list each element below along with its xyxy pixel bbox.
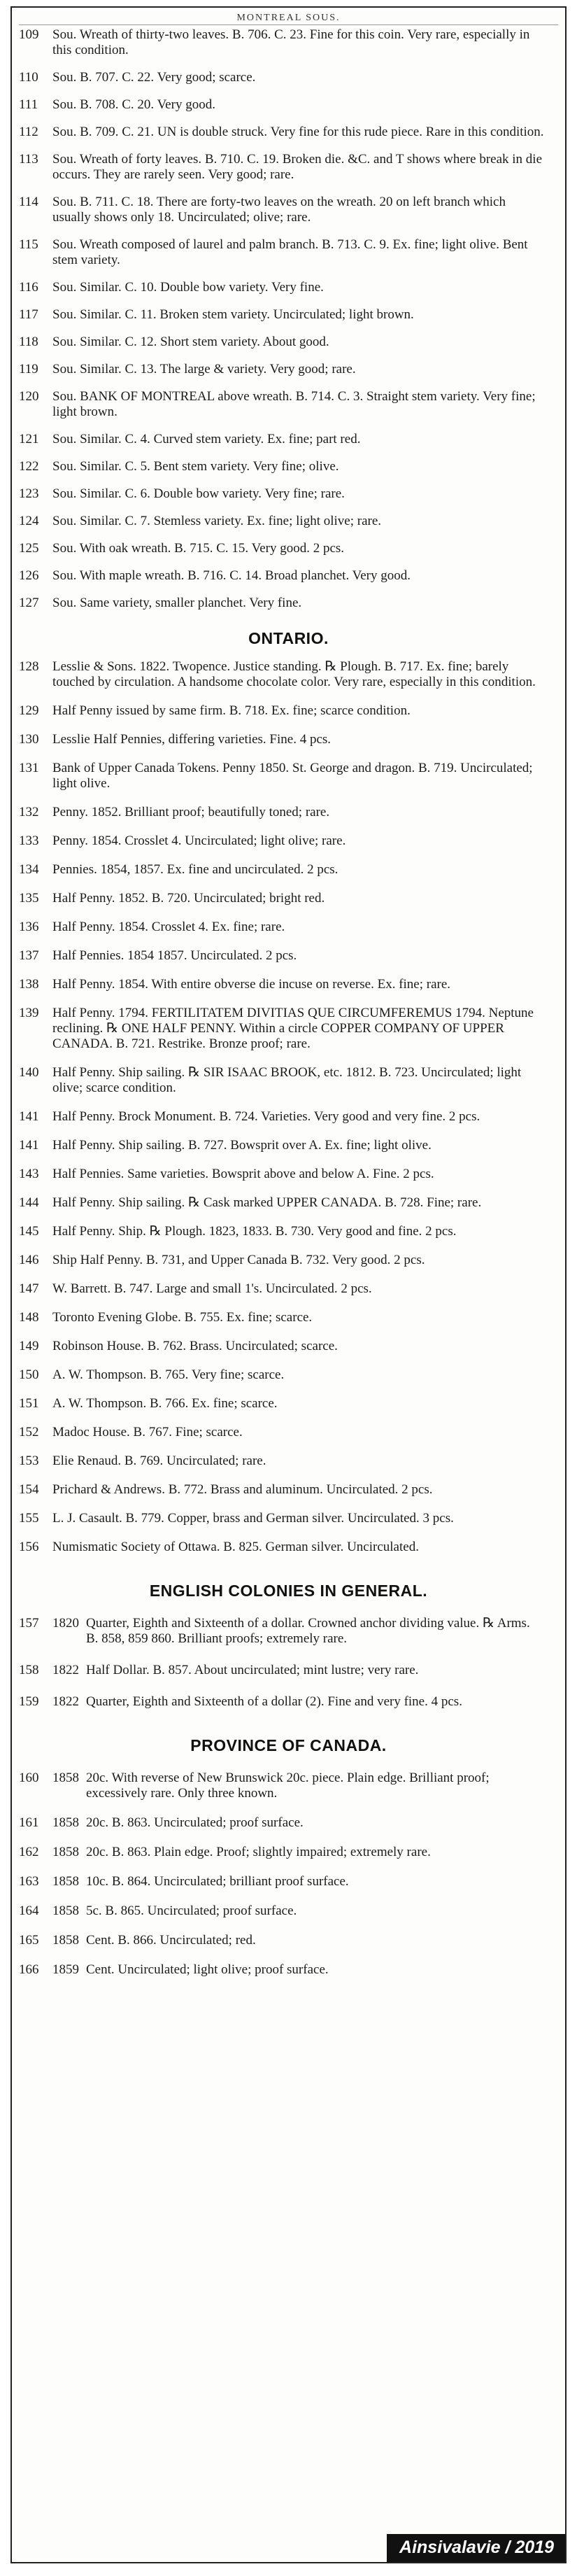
lot-description: Elie Renaud. B. 769. Uncirculated; rare. xyxy=(52,1454,266,1468)
lot-entry xyxy=(19,1281,544,1297)
lot-year: 1859 xyxy=(52,1962,79,1977)
province-of-canada-heading: PROVINCE OF CANADA. xyxy=(190,1736,387,1754)
lot-number: 163 xyxy=(19,1874,39,1889)
lot-number: 162 xyxy=(19,1845,39,1859)
lot-description: Half Penny. 1854. Crosslet 4. Ex. fine; rare. xyxy=(52,920,285,934)
lot-year: 1858 xyxy=(52,1845,79,1859)
lot-number: 112 xyxy=(19,125,38,139)
lot-number: 124 xyxy=(19,514,39,528)
lot-entry xyxy=(19,432,544,447)
lot-year: 1858 xyxy=(52,1903,79,1918)
lot-description: Bank of Upper Canada Tokens. Penny 1850. St. George and dragon. B. 719. Uncirculated; light olive. xyxy=(52,761,533,791)
lot-description: Half Penny. Ship sailing. ℞ Cask marked UPPER CANADA. B. 728. Fine; rare. xyxy=(52,1195,482,1210)
lot-description xyxy=(52,1962,544,1978)
lot-description xyxy=(52,1771,544,1801)
lot-description: Sou. Similar. C. 10. Double bow variety. Very fine. xyxy=(52,280,324,295)
lot-number: 158 xyxy=(19,1663,39,1677)
lot-number: 128 xyxy=(19,659,39,674)
lot-number: 116 xyxy=(19,280,38,295)
ontario-section xyxy=(12,659,565,1555)
lot-entry xyxy=(19,1933,544,1948)
lot-description: Penny. 1854. Crosslet 4. Uncirculated; light olive; rare. xyxy=(52,833,346,848)
english-colonies-section xyxy=(12,1616,565,1710)
lot-description xyxy=(52,1616,544,1647)
lot-entry xyxy=(19,805,544,820)
lot-number: 110 xyxy=(19,70,38,85)
lot-entry xyxy=(19,1396,544,1412)
lot-year: 1858 xyxy=(52,1874,79,1889)
lot-number: 137 xyxy=(19,948,39,963)
lot-number: 141 xyxy=(19,1109,39,1124)
lot-entry xyxy=(19,1903,544,1919)
lot-description xyxy=(52,1845,544,1860)
lot-number: 121 xyxy=(19,432,39,446)
lot-number: 109 xyxy=(19,27,39,42)
lot-description: Sou. With maple wreath. B. 716. C. 14. Broad planchet. Very good. xyxy=(52,568,411,583)
lot-entry xyxy=(19,335,544,350)
lot-entry xyxy=(19,1006,544,1052)
lot-entry xyxy=(19,977,544,992)
lot-year: 1822 xyxy=(52,1663,79,1677)
lot-entry xyxy=(19,1138,544,1153)
lot-entry xyxy=(19,1367,544,1383)
lot-entry xyxy=(19,833,544,849)
lot-description: Half Penny. Ship sailing. ℞ SIR ISAAC BROOK, etc. 1812. B. 723. Uncirculated; light olive; scarce condition. xyxy=(52,1065,522,1095)
lot-entry xyxy=(19,1425,544,1440)
lot-entry xyxy=(19,1454,544,1469)
lot-year: 1858 xyxy=(52,1933,79,1948)
lot-entry xyxy=(19,1339,544,1354)
lot-description xyxy=(52,1694,544,1710)
lot-number: 122 xyxy=(19,459,39,474)
lot-entry xyxy=(19,1253,544,1268)
lot-description: Sou. Similar. C. 11. Broken stem variety. Uncirculated; light brown. xyxy=(52,307,414,322)
lot-entry xyxy=(19,307,544,323)
lot-number: 135 xyxy=(19,891,39,906)
lot-entry xyxy=(19,761,544,791)
lot-number: 145 xyxy=(19,1224,39,1239)
lot-number: 115 xyxy=(19,237,38,252)
lot-text: Quarter, Eighth and Sixteenth of a dollar. Crowned anchor dividing value. ℞ Arms. B. 858, 859 860. Brilliant proofs; extremely rare. xyxy=(86,1616,530,1646)
lot-description: Ship Half Penny. B. 731, and Upper Canada B. 732. Very good. 2 pcs. xyxy=(52,1253,425,1267)
lot-number: 160 xyxy=(19,1771,39,1785)
lot-number: 117 xyxy=(19,307,38,322)
lot-entry xyxy=(19,1616,544,1647)
lot-entry xyxy=(19,152,544,183)
lot-description: Sou. Similar. C. 5. Bent stem variety. Very fine; olive. xyxy=(52,459,339,474)
lot-description: Half Penny. 1794. FERTILITATEM DIVITIAS QUE CIRCUMFEREMUS 1794. Neptune reclining. ℞ ONE HALF PENNY. Within a circle COPPER COMPANY OF UPPER CANADA. B. 721. Restrike. Bronze proof; rare. xyxy=(52,1006,534,1051)
lot-year: 1858 xyxy=(52,1771,79,1785)
lot-text: Quarter, Eighth and Sixteenth of a dollar (2). Fine and very fine. 4 pcs. xyxy=(86,1694,462,1709)
lot-number: 149 xyxy=(19,1339,39,1353)
lot-description: Half Penny. 1854. With entire obverse die incuse on reverse. Ex. fine; rare. xyxy=(52,977,451,992)
lot-description: Half Pennies. Same varieties. Bowsprit above and below A. Fine. 2 pcs. xyxy=(52,1167,434,1181)
catalogue-page xyxy=(10,6,567,2563)
lot-description xyxy=(52,1815,544,1831)
ontario-heading: ONTARIO. xyxy=(248,629,329,647)
lot-text: 5c. B. 865. Uncirculated; proof surface. xyxy=(86,1903,297,1918)
lot-entry xyxy=(19,732,544,747)
lot-number: 127 xyxy=(19,596,39,610)
lot-description: Lesslie Half Pennies, differing varieties. Fine. 4 pcs. xyxy=(52,732,332,747)
lot-number: 120 xyxy=(19,389,39,404)
lot-description: Sou. Similar. C. 7. Stemless variety. Ex. fine; light olive; rare. xyxy=(52,514,382,528)
lot-entry xyxy=(19,1511,544,1526)
lot-number: 138 xyxy=(19,977,39,992)
lot-text: Cent. Uncirculated; light olive; proof surface. xyxy=(86,1962,329,1977)
lot-description: A. W. Thompson. B. 766. Ex. fine; scarce. xyxy=(52,1396,278,1411)
lot-description: Sou. B. 709. C. 21. UN is double struck. Very fine for this rude piece. Rare in this condition. xyxy=(52,125,544,139)
lot-number: 140 xyxy=(19,1065,39,1080)
lot-description: Sou. B. 707. C. 22. Very good; scarce. xyxy=(52,70,256,85)
lot-entry xyxy=(19,541,544,556)
lot-entry xyxy=(19,703,544,719)
lot-description: Penny. 1852. Brilliant proof; beautifully toned; rare. xyxy=(52,805,330,819)
lot-description xyxy=(52,1874,544,1889)
lot-entry xyxy=(19,459,544,474)
lot-entry xyxy=(19,195,544,225)
lot-description: Half Penny. Brock Monument. B. 724. Varieties. Very good and very fine. 2 pcs. xyxy=(52,1109,480,1124)
lot-description: Prichard & Andrews. B. 772. Brass and aluminum. Uncirculated. 2 pcs. xyxy=(52,1482,433,1497)
lot-number: 156 xyxy=(19,1540,39,1554)
lot-entry xyxy=(19,862,544,878)
lot-number: 118 xyxy=(19,335,38,349)
lot-number: 123 xyxy=(19,486,39,501)
lot-description: W. Barrett. B. 747. Large and small 1's. Uncirculated. 2 pcs. xyxy=(52,1281,372,1296)
lot-number: 165 xyxy=(19,1933,39,1948)
lot-number: 113 xyxy=(19,152,38,167)
lot-description: Sou. Same variety, smaller planchet. Very fine. xyxy=(52,596,302,610)
lot-number: 157 xyxy=(19,1616,39,1631)
lot-description: Pennies. 1854, 1857. Ex. fine and uncirculated. 2 pcs. xyxy=(52,862,339,877)
lot-number: 132 xyxy=(19,805,39,819)
lot-entry xyxy=(19,596,544,611)
lot-entry xyxy=(19,659,544,690)
lot-entry xyxy=(19,125,544,140)
lot-entry xyxy=(19,1065,544,1096)
lot-entry xyxy=(19,1540,544,1555)
lot-text: 10c. B. 864. Uncirculated; brilliant proof surface. xyxy=(86,1874,349,1889)
lot-entry xyxy=(19,1663,544,1678)
lot-description: Sou. B. 711. C. 18. There are forty-two leaves on the wreath. 20 on left branch which usually shows only 18. Uncirculated; olive; rare. xyxy=(52,195,506,225)
lot-description xyxy=(52,1903,544,1919)
lot-number: 129 xyxy=(19,703,39,718)
lot-text: 20c. B. 863. Plain edge. Proof; slightly impaired; extremely rare. xyxy=(86,1845,431,1859)
watermark: Ainsivalavie / 2019 xyxy=(387,2534,565,2562)
lot-year: 1858 xyxy=(52,1815,79,1830)
lot-number: 147 xyxy=(19,1281,39,1296)
lot-entry xyxy=(19,389,544,420)
lot-entry xyxy=(19,486,544,502)
lot-entry xyxy=(19,920,544,935)
lot-description: Robinson House. B. 762. Brass. Uncirculated; scarce. xyxy=(52,1339,338,1353)
lot-number: 159 xyxy=(19,1694,39,1709)
lot-number: 151 xyxy=(19,1396,39,1411)
english-colonies-heading: ENGLISH COLONIES IN GENERAL. xyxy=(149,1582,428,1600)
lot-number: 139 xyxy=(19,1006,39,1020)
lot-entry xyxy=(19,280,544,295)
lot-description: Sou. B. 708. C. 20. Very good. xyxy=(52,97,215,112)
lot-entry xyxy=(19,362,544,377)
lot-description: Sou. Wreath of thirty-two leaves. B. 706. C. 23. Fine for this coin. Very rare, especially in this condition. xyxy=(52,27,530,57)
lot-number: 141 xyxy=(19,1138,39,1153)
lot-number: 155 xyxy=(19,1511,39,1526)
lot-entry xyxy=(19,1962,544,1978)
lot-description xyxy=(52,1663,544,1678)
lot-number: 126 xyxy=(19,568,39,583)
lot-number: 148 xyxy=(19,1310,39,1325)
lot-description: Sou. BANK OF MONTREAL above wreath. B. 714. C. 3. Straight stem variety. Very fine; light brown. xyxy=(52,389,536,419)
lot-entry xyxy=(19,27,544,58)
lot-entry xyxy=(19,948,544,964)
lot-description xyxy=(52,1933,544,1948)
lot-description: Half Penny. Ship. ℞ Plough. 1823, 1833. B. 730. Very good and fine. 2 pcs. xyxy=(52,1224,457,1239)
lot-number: 150 xyxy=(19,1367,39,1382)
lot-number: 144 xyxy=(19,1195,39,1210)
lot-entry xyxy=(19,1482,544,1498)
lot-year: 1820 xyxy=(52,1616,79,1631)
lot-description: Toronto Evening Globe. B. 755. Ex. fine; scarce. xyxy=(52,1310,313,1325)
lot-description: Sou. With oak wreath. B. 715. C. 15. Very good. 2 pcs. xyxy=(52,541,345,556)
lot-description: Half Penny. Ship sailing. B. 727. Bowsprit over A. Ex. fine; light olive. xyxy=(52,1138,432,1153)
lot-number: 131 xyxy=(19,761,39,775)
lot-text: 20c. B. 863. Uncirculated; proof surface. xyxy=(86,1815,304,1830)
lot-description: Numismatic Society of Ottawa. B. 825. German silver. Uncirculated. xyxy=(52,1540,419,1554)
lot-description: A. W. Thompson. B. 765. Very fine; scarce. xyxy=(52,1367,285,1382)
lot-number: 164 xyxy=(19,1903,39,1918)
lot-description: Sou. Similar. C. 13. The large & variety. Very good; rare. xyxy=(52,362,356,376)
lot-number: 166 xyxy=(19,1962,39,1977)
lot-description: L. J. Casault. B. 779. Copper, brass and German silver. Uncirculated. 3 pcs. xyxy=(52,1511,454,1526)
lot-description: Sou. Similar. C. 4. Curved stem variety. Ex. fine; part red. xyxy=(52,432,361,446)
lot-number: 114 xyxy=(19,195,38,209)
lot-description: Half Pennies. 1854 1857. Uncirculated. 2 pcs. xyxy=(52,948,297,963)
lot-text: Cent. B. 866. Uncirculated; red. xyxy=(86,1933,256,1948)
lot-description: Madoc House. B. 767. Fine; scarce. xyxy=(52,1425,243,1440)
lot-number: 134 xyxy=(19,862,39,877)
province-of-canada-section xyxy=(12,1771,565,1978)
running-head: MONTREAL SOUS. xyxy=(236,13,341,23)
lot-entry xyxy=(19,1874,544,1889)
lot-description: Sou. Wreath of forty leaves. B. 710. C. 19. Broken die. &C. and T shows where break in die occurs. They are rarely seen. Very good; rare. xyxy=(52,152,543,182)
lot-entry xyxy=(19,70,544,85)
lot-entry xyxy=(19,1167,544,1182)
lot-entry xyxy=(19,1195,544,1211)
lot-entry xyxy=(19,97,544,113)
lot-entry xyxy=(19,1109,544,1125)
lot-entry xyxy=(19,1815,544,1831)
lot-description: Half Penny. 1852. B. 720. Uncirculated; bright red. xyxy=(52,891,325,906)
lot-number: 119 xyxy=(19,362,38,376)
lot-description: Sou. Similar. C. 12. Short stem variety. About good. xyxy=(52,335,329,349)
lot-number: 130 xyxy=(19,732,39,747)
lot-number: 111 xyxy=(19,97,38,112)
montreal-sous-section xyxy=(12,25,565,611)
lot-entry xyxy=(19,1771,544,1801)
lot-entry xyxy=(19,1694,544,1710)
lot-year: 1822 xyxy=(52,1694,79,1709)
lot-number: 152 xyxy=(19,1425,39,1440)
lot-entry xyxy=(19,1310,544,1325)
lot-number: 136 xyxy=(19,920,39,934)
lot-entry xyxy=(19,1845,544,1860)
lot-entry xyxy=(19,891,544,906)
lot-number: 146 xyxy=(19,1253,39,1267)
lot-description: Sou. Wreath composed of laurel and palm branch. B. 713. C. 9. Ex. fine; light olive. Bent stem variety. xyxy=(52,237,528,267)
lot-entry xyxy=(19,514,544,529)
lot-number: 125 xyxy=(19,541,39,556)
lot-number: 133 xyxy=(19,833,39,848)
lot-text: Half Dollar. B. 857. About uncirculated; mint lustre; very rare. xyxy=(86,1663,419,1677)
lot-entry xyxy=(19,568,544,584)
lot-number: 153 xyxy=(19,1454,39,1468)
lot-entry xyxy=(19,237,544,268)
lot-number: 154 xyxy=(19,1482,39,1497)
lot-description: Sou. Similar. C. 6. Double bow variety. Very fine; rare. xyxy=(52,486,345,501)
lot-description: Lesslie & Sons. 1822. Twopence. Justice standing. ℞ Plough. B. 717. Ex. fine; barely touched by circulation. A handsome chocolate color. Very rare, especially in this condition. xyxy=(52,659,536,689)
lot-entry xyxy=(19,1224,544,1239)
lot-number: 161 xyxy=(19,1815,39,1830)
lot-number: 143 xyxy=(19,1167,39,1181)
lot-description: Half Penny issued by same firm. B. 718. Ex. fine; scarce condition. xyxy=(52,703,411,718)
lot-text: 20c. With reverse of New Brunswick 20c. piece. Plain edge. Brilliant proof; excessively rare. Only three known. xyxy=(86,1771,490,1801)
